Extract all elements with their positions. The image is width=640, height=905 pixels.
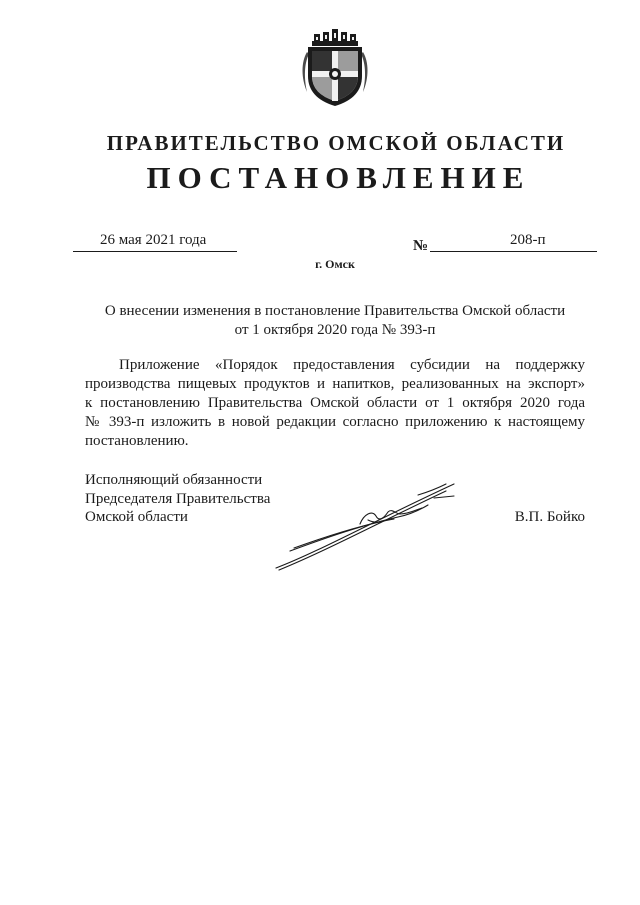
- document-number: 208-п: [510, 232, 546, 248]
- number-underline: [430, 251, 597, 252]
- signatory-position-line: Исполняющий обязанности: [85, 472, 263, 488]
- signatory-position-line: Омской области: [85, 509, 188, 525]
- title-line: от 1 октября 2020 года № 393-п: [234, 322, 436, 338]
- title-line: О внесении изменения в постановление Правительства Омской области: [104, 303, 566, 319]
- signatory-position-line: Председателя Правительства: [85, 490, 271, 507]
- document-place: г. Омск: [315, 257, 355, 271]
- body-line: постановлению.: [85, 433, 189, 449]
- body-line: производства пищевых продуктов и напитков, реализованных на экспорт»: [85, 376, 585, 392]
- date-underline: [73, 251, 237, 252]
- body-line: Приложение «Порядок предоставления субсидии на поддержку: [119, 357, 585, 373]
- number-sign: №: [413, 238, 429, 254]
- body-line: № 393-п изложить в новой редакции согласно приложению к настоящему: [85, 414, 585, 430]
- coat-of-arms-icon: [298, 26, 372, 108]
- signature-icon: [268, 474, 468, 574]
- body-line: к постановлению Правительства Омской области от 1 октября 2020 года: [85, 395, 585, 411]
- body-paragraph: [85, 356, 585, 451]
- signatory-position: [85, 471, 270, 527]
- organization-name: ПРАВИТЕЛЬСТВО ОМСКОЙ ОБЛАСТИ: [106, 131, 566, 155]
- document-title: [85, 302, 585, 340]
- signatory-name: В.П. Бойко: [514, 509, 585, 525]
- document-type: ПОСТАНОВЛЕНИЕ: [146, 160, 531, 195]
- document-date: 26 мая 2021 года: [100, 232, 207, 248]
